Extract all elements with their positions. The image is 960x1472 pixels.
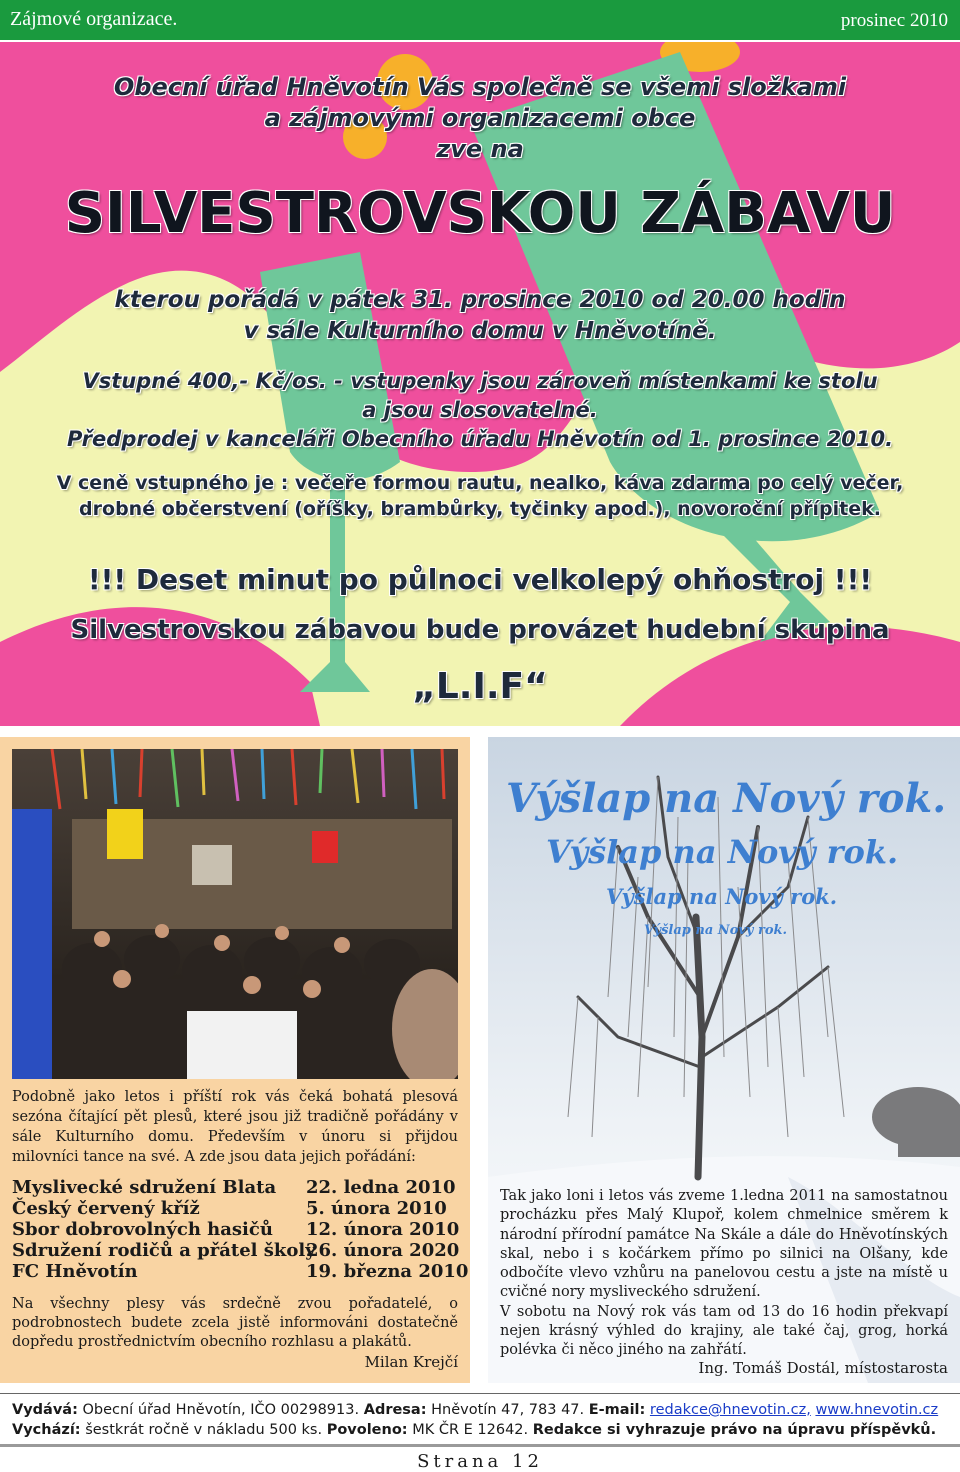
footer-divider (0, 1393, 960, 1394)
poster-line: Vstupné 400,- Kč/os. - vstupenky jsou zároveň místenkami ke stolu (82, 369, 878, 393)
balls-author: Milan Krejčí (364, 1353, 458, 1371)
ball-event-row (12, 1261, 469, 1282)
imprint-label: Vychází: (12, 1422, 81, 1438)
hike-title-medium: Výšlap na Nový rok. (546, 833, 899, 871)
poster-line: v sále Kulturního domu v Hněvotíně. (243, 318, 717, 344)
ball-event-name: Myslivecké sdružení Blata (12, 1177, 277, 1198)
section-title: Zájmové organizace. (10, 8, 178, 30)
dance-hall-photo (12, 749, 458, 1079)
poster-line: V ceně vstupného je : večeře formou rautu, nealko, káva zdarma po celý večer, (56, 472, 904, 494)
dance-hall-photo-graphic (12, 749, 458, 1079)
ball-event-name: Český červený kříž (12, 1198, 200, 1219)
poster-line: Předprodej v kanceláři Obecního úřadu Hněvotín od 1. prosince 2010. (66, 427, 894, 451)
ball-events-list (12, 1177, 469, 1282)
poster-line: kterou pořádá v pátek 31. prosince 2010 od 20.00 hodin (114, 287, 846, 313)
hike-article (488, 737, 960, 1383)
imprint-text: MK ČR E 12642. (407, 1422, 533, 1438)
ball-event-row (12, 1198, 458, 1219)
hike-title-large: Výšlap na Nový rok. (506, 775, 947, 822)
poster-included (0, 470, 960, 522)
imprint-text: šestkrát ročně v nákladu 500 ks. (80, 1422, 327, 1438)
imprint-text: Obecní úřad Hněvotín, IČO 00298913. (77, 1402, 364, 1418)
ball-event-name: Sdružení rodičů a přátel školy (12, 1240, 316, 1261)
poster-line: a jsou slosovatelné. (362, 398, 598, 422)
imprint-label: Adresa: (363, 1402, 427, 1418)
hike-title-tiny: Výšlap na Nový rok. (644, 923, 788, 938)
poster-headline: SILVESTROVSKOU ZÁBAVU (64, 181, 896, 246)
poster-invitation (0, 72, 960, 165)
ball-event-name: FC Hněvotín (12, 1261, 138, 1282)
hike-author: Ing. Tomáš Dostál, místostarosta (698, 1359, 948, 1377)
issue-date: prosinec 2010 (840, 10, 948, 31)
imprint-text: Hněvotín 47, 783 47. (426, 1402, 589, 1418)
poster-time-place (0, 285, 960, 347)
hike-paragraph: V sobotu na Nový rok vás tam od 13 do 16 hodin překvapí nejen krásný výhled do krajiny, ale také čaj, grog, horká polévka či něco jiného na zahřátí. (500, 1303, 948, 1359)
imprint-label: Vydává: (12, 1402, 78, 1418)
imprint-label: Povoleno: (326, 1422, 408, 1438)
ball-event-row (12, 1177, 458, 1198)
imprint-line-2 (12, 1420, 952, 1440)
ball-event-date: 12. února 2010 (306, 1219, 460, 1240)
poster-line: zve na (436, 135, 524, 163)
poster-line: a zájmovými organizacemi obce (264, 104, 696, 132)
balls-article (0, 737, 470, 1383)
imprint (12, 1400, 952, 1440)
poster-line: drobné občerstvení (oříšky, brambůrky, tyčinky apod.), novoroční přípitek. (79, 498, 881, 520)
poster-fireworks: !!! Deset minut po půlnoci velkolepý ohňostroj !!! (87, 563, 873, 596)
ball-event-name: Sbor dobrovolných hasičů (12, 1219, 273, 1240)
ball-event-date: 5. února 2010 (306, 1198, 447, 1219)
poster-tickets (0, 367, 960, 454)
ball-event-date: 26. února 2020 (306, 1240, 460, 1261)
ball-event-row (12, 1219, 458, 1240)
website-link[interactable]: www.hnevotin.cz (815, 1402, 939, 1418)
ball-event-row (12, 1240, 458, 1261)
hike-paragraph: Tak jako loni i letos vás zveme 1.ledna 2011 na samostatnou procházku přes Malý Klupoř, kolem chmelnice směrem k národní přírodní památce Na Skále a dále do Hněvotínských skal, nebo i s kočárkem přímo po silnici na Olšany, kde odbočíte vlevo vzhůru na panelovou cestu a jste na místě u cvičné nory mysliveckého sdružení. (500, 1188, 948, 1301)
email-link[interactable]: redakce@hnevotin.cz, (649, 1402, 811, 1418)
imprint-note: Redakce si vyhrazuje právo na úpravu příspěvků. (532, 1422, 937, 1438)
page-header (0, 0, 960, 40)
poster-line: Obecní úřad Hněvotín Vás společně se všemi složkami (113, 73, 847, 101)
poster-band-intro: Silvestrovskou zábavou bude provázet hudební skupina (70, 615, 890, 645)
poster-band-name: „L.I.F“ (412, 666, 548, 707)
ball-event-date: 22. ledna 2010 (306, 1177, 456, 1198)
balls-intro: Podobně jako letos i příští rok vás čeká bohatá plesová sezóna čítající pět plesů, které jsou již tradičně pořádány v sále Kulturního domu. Především v únoru si přijdou milovníci tance na své. A zde jsou data jejich pořádání: (12, 1089, 458, 1165)
balls-outro: Na všechny plesy vás srdečně zvou pořadatelé, o podrobnostech budete zcela jistě informováni dostatečně dopředu prostřednictvím obecního rozhlasu a plakátů. (12, 1296, 458, 1350)
imprint-line-1 (12, 1400, 952, 1420)
ball-event-date: 19. března 2010 (306, 1261, 469, 1282)
footer-divider-bottom (0, 1444, 960, 1447)
page-number: Strana 12 (417, 1451, 543, 1472)
new-year-party-poster (0, 42, 960, 726)
imprint-label: E-mail: (588, 1402, 646, 1418)
hike-title-small: Výšlap na Nový rok. (606, 884, 838, 909)
hike-text (500, 1187, 948, 1361)
